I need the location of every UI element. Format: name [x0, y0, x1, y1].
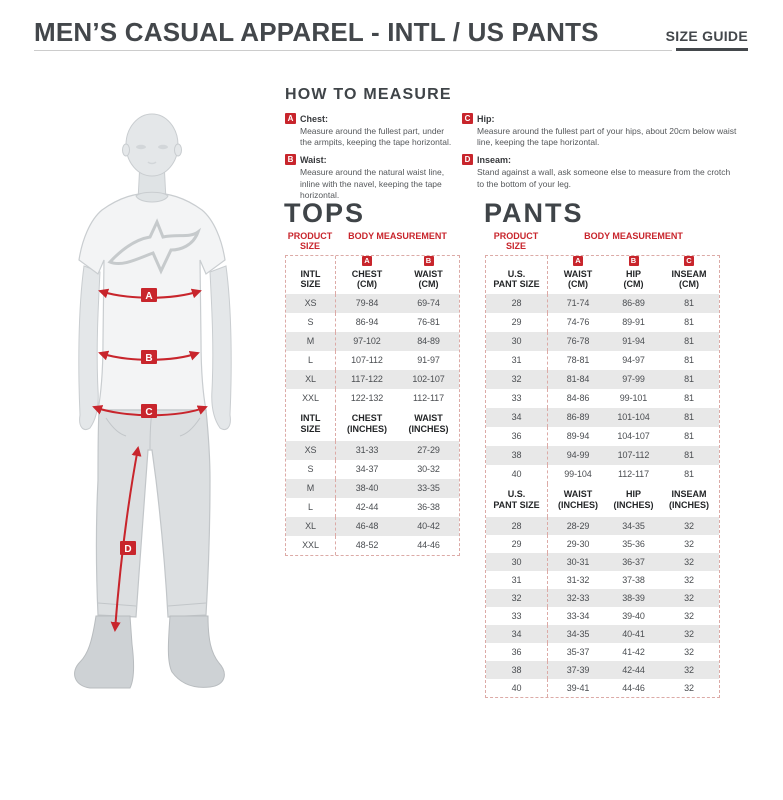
size-cell-value: 89-91	[622, 316, 645, 327]
size-row	[486, 389, 719, 408]
measure-letter-badge: A	[573, 256, 583, 266]
size-cell-label: S	[286, 460, 336, 479]
measure-item-head	[285, 113, 462, 124]
measure-letter-badge: B	[285, 154, 296, 165]
size-cell-label: 38	[486, 446, 548, 465]
size-row	[286, 294, 459, 313]
how-to-measure-section	[285, 86, 747, 201]
size-row	[486, 370, 719, 389]
size-row	[486, 589, 719, 607]
size-cell-value: 78-81	[566, 354, 590, 365]
size-cell-value: 38-40	[336, 479, 398, 498]
size-cell-value: 39-41	[566, 682, 590, 693]
size-cell-value: 94-97	[622, 354, 645, 365]
size-cell-value: 84-89	[398, 332, 459, 351]
size-cell-value: 91-97	[417, 354, 440, 365]
size-cell-value: 40-41	[608, 625, 659, 643]
measure-description: Measure around the fullest part of your hips, about 20cm below waist line, keeping the tape horizontal.	[477, 126, 737, 148]
size-cell-value: 38-39	[608, 589, 659, 607]
size-cell-value: 37-39	[548, 661, 608, 679]
page-title: MEN’S CASUAL APPAREL - INTL / US PANTS	[34, 17, 599, 47]
tops-section	[285, 200, 460, 556]
size-cell-label: 28	[486, 294, 548, 313]
size-cell-value: 81	[684, 354, 694, 365]
size-cell-value: 34-35	[608, 517, 659, 535]
column-header	[608, 256, 659, 294]
size-cell-value: 74-76	[566, 316, 590, 327]
size-cell-label: M	[286, 479, 336, 498]
size-cell-label: 32	[486, 589, 548, 607]
size-cell-value: 41-42	[622, 646, 645, 657]
size-row	[486, 294, 719, 313]
column-header-label: INSEAM (INCHES)	[669, 489, 709, 510]
measure-item-head	[462, 113, 747, 124]
size-cell-label: 30	[486, 553, 548, 571]
size-cell-value: 42-44	[355, 501, 379, 512]
size-cell-value: 39-40	[622, 610, 645, 621]
figure-marker-d: D	[124, 544, 132, 555]
figure-marker-b: B	[145, 353, 153, 364]
size-cell-value: 32	[659, 625, 719, 643]
size-row	[486, 625, 719, 643]
size-row	[286, 441, 459, 460]
size-cell-value: 32	[684, 574, 694, 585]
size-cell-value: 40-42	[398, 517, 459, 536]
size-cell-value: 32	[659, 553, 719, 571]
measure-letter-badge: A	[362, 256, 372, 266]
size-cell-value: 35-37	[566, 646, 590, 657]
size-row	[486, 553, 719, 571]
tops-group-headers	[285, 231, 460, 255]
size-cell-label: XS	[286, 294, 336, 313]
column-header	[548, 484, 608, 517]
size-cell-value: 33-35	[398, 479, 459, 498]
size-cell-label: 36	[486, 643, 548, 661]
size-row	[486, 408, 719, 427]
size-cell-label: 33	[486, 607, 548, 625]
size-row	[486, 661, 719, 679]
inches-header-row	[486, 484, 719, 517]
size-cell-value: 91-94	[608, 332, 659, 351]
size-cell-value: 101-104	[608, 408, 659, 427]
size-row	[486, 427, 719, 446]
figure-shoes	[75, 616, 225, 688]
column-header	[548, 256, 608, 294]
figure-marker-a: A	[145, 291, 153, 302]
size-cell-value: 48-52	[355, 539, 379, 550]
measure-label: Inseam:	[477, 154, 512, 165]
product-size-header: PRODUCT SIZE	[287, 231, 333, 252]
figure-marker-c: C	[145, 407, 153, 418]
body-measurement-header: BODY MEASUREMENT	[348, 231, 447, 241]
size-cell-value: 107-112	[608, 446, 659, 465]
size-cell-value: 102-107	[398, 370, 459, 389]
measure-description: Stand against a wall, ask someone else to measure from the crotch to the bottom of your leg.	[477, 167, 731, 189]
size-cell-value: 33-34	[566, 610, 590, 621]
how-to-measure-title: HOW TO MEASURE	[285, 86, 452, 103]
header-divider	[34, 50, 672, 51]
size-cell-value: 28-29	[548, 517, 608, 535]
measure-letter-badge: B	[424, 256, 434, 266]
size-cell-value: 69-74	[398, 294, 459, 313]
pants-section	[485, 200, 720, 698]
size-cell-label: 31	[486, 571, 548, 589]
size-cell-value: 30-32	[417, 463, 440, 474]
size-row	[286, 332, 459, 351]
size-cell-value: 44-46	[622, 682, 645, 693]
size-row	[486, 313, 719, 332]
pants-group-headers	[485, 231, 720, 255]
size-row	[486, 643, 719, 661]
column-header	[286, 408, 336, 441]
pants-table	[485, 255, 720, 698]
size-row	[486, 679, 719, 697]
size-cell-value: 86-89	[548, 408, 608, 427]
size-cell-label: 36	[486, 427, 548, 446]
size-table-section-inches	[286, 408, 459, 555]
size-cell-value: 42-44	[608, 661, 659, 679]
size-cell-value: 81	[659, 370, 719, 389]
column-header	[486, 256, 548, 294]
size-row	[486, 446, 719, 465]
size-cell-value: 97-102	[336, 332, 398, 351]
figure-pants	[97, 410, 211, 617]
size-cell-value: 81	[659, 446, 719, 465]
size-row	[286, 517, 459, 536]
column-header-label: HIP (CM)	[623, 269, 644, 290]
size-cell-value: 79-84	[336, 294, 398, 313]
size-cell-label: XXL	[286, 389, 336, 408]
size-cell-label: XS	[286, 441, 336, 460]
size-row	[286, 479, 459, 498]
size-row	[286, 370, 459, 389]
size-cell-label: 28	[486, 517, 548, 535]
size-cell-label: XXL	[286, 536, 336, 555]
tops-title: TOPS	[284, 198, 366, 228]
size-cell-value: 112-117	[618, 468, 649, 479]
column-header-label: WAIST (CM)	[414, 269, 443, 290]
size-cell-value: 27-29	[398, 441, 459, 460]
size-cell-label: 40	[486, 679, 548, 697]
measure-label: Chest:	[300, 113, 329, 124]
measure-letter-badge: C	[684, 256, 694, 266]
size-row	[486, 607, 719, 625]
size-cell-label: 34	[486, 408, 548, 427]
body-measurement-header: BODY MEASUREMENT	[584, 231, 683, 241]
size-cell-value: 97-99	[608, 370, 659, 389]
figure-head	[123, 114, 182, 200]
size-cell-value: 34-37	[355, 463, 379, 474]
measure-letter-badge: B	[629, 256, 639, 266]
size-cell-label: 29	[486, 313, 548, 332]
size-cell-value: 34-35	[548, 625, 608, 643]
size-cell-value: 76-78	[548, 332, 608, 351]
size-cell-value: 32	[684, 646, 694, 657]
size-cell-value: 81	[684, 468, 694, 479]
size-cell-value: 76-81	[417, 316, 440, 327]
pants-title: PANTS	[484, 198, 584, 228]
measure-description: Measure around the natural waist line, inline with the navel, keeping the tape horizontal.	[300, 167, 445, 200]
column-header-label: WAIST (INCHES)	[558, 489, 598, 510]
column-header	[486, 484, 548, 517]
inches-header-row	[286, 408, 459, 441]
measure-description: Measure around the fullest part, under the armpits, keeping the tape horizontal.	[300, 126, 452, 148]
size-cell-value: 81	[659, 332, 719, 351]
size-cell-label: 32	[486, 370, 548, 389]
size-cell-value: 32	[659, 517, 719, 535]
size-cell-value: 71-74	[548, 294, 608, 313]
size-table-section-inches	[486, 484, 719, 697]
measure-item-head	[285, 154, 462, 165]
column-header-label: WAIST (CM)	[563, 269, 593, 290]
column-header	[286, 256, 336, 294]
size-cell-label: L	[286, 351, 336, 370]
column-header-label: U.S. PANT SIZE	[493, 489, 540, 510]
size-cell-value: 36-37	[608, 553, 659, 571]
size-cell-label: S	[286, 313, 336, 332]
size-cell-value: 35-36	[622, 538, 645, 549]
measure-item	[285, 113, 462, 148]
size-cell-value: 84-86	[566, 392, 590, 403]
measure-item	[285, 154, 462, 201]
size-cell-value: 44-46	[417, 539, 440, 550]
size-cell-value: 32-33	[548, 589, 608, 607]
size-cell-label: XL	[286, 517, 336, 536]
measure-label: Hip:	[477, 113, 495, 124]
column-header-label: WAIST (INCHES)	[408, 413, 449, 434]
size-cell-value: 112-117	[413, 392, 444, 403]
size-cell-value: 86-89	[608, 294, 659, 313]
size-cell-value: 32	[659, 661, 719, 679]
size-cell-label: 30	[486, 332, 548, 351]
size-row	[286, 351, 459, 370]
size-table-section-cm	[486, 256, 719, 484]
size-cell-label: M	[286, 332, 336, 351]
measure-letter-badge: A	[285, 113, 296, 124]
cm-header-row	[286, 256, 459, 294]
size-cell-value: 32	[684, 682, 694, 693]
column-header-label: INSEAM (CM)	[671, 269, 707, 290]
column-header	[659, 256, 719, 294]
size-row	[486, 351, 719, 370]
column-header-label: CHEST (INCHES)	[347, 413, 387, 434]
size-cell-value: 86-94	[355, 316, 379, 327]
size-cell-value: 94-99	[548, 446, 608, 465]
size-cell-value: 30-31	[548, 553, 608, 571]
size-cell-value: 32	[684, 538, 694, 549]
size-cell-value: 81	[659, 294, 719, 313]
measure-letter-badge: C	[462, 113, 473, 124]
size-cell-value: 46-48	[336, 517, 398, 536]
size-row	[286, 460, 459, 479]
size-cell-label: XL	[286, 370, 336, 389]
measure-letter-badge: D	[462, 154, 473, 165]
size-cell-label: L	[286, 498, 336, 517]
size-cell-value: 117-122	[336, 370, 398, 389]
measure-item	[462, 154, 747, 201]
size-row	[286, 498, 459, 517]
size-cell-label: 33	[486, 389, 548, 408]
size-guide-underline	[676, 48, 748, 51]
column-header	[336, 408, 398, 441]
size-cell-value: 99-101	[619, 392, 648, 403]
size-row	[486, 535, 719, 553]
size-row	[486, 571, 719, 589]
size-cell-value: 99-104	[564, 468, 592, 479]
measurement-figure-illustration	[40, 100, 270, 710]
column-header-label: INTL SIZE	[300, 413, 321, 434]
column-header	[398, 256, 459, 294]
size-cell-value: 81	[684, 392, 694, 403]
size-cell-value: 122-132	[350, 392, 384, 403]
column-header	[336, 256, 398, 294]
size-cell-label: 31	[486, 351, 548, 370]
size-table-section-cm	[286, 256, 459, 408]
measure-item-head	[462, 154, 747, 165]
size-cell-value: 81-84	[548, 370, 608, 389]
size-cell-label: 29	[486, 535, 548, 553]
measure-label: Waist:	[300, 154, 327, 165]
size-cell-value: 31-33	[336, 441, 398, 460]
size-cell-value: 36-38	[417, 501, 440, 512]
size-cell-value: 89-94	[566, 430, 590, 441]
size-guide-tab[interactable]: SIZE GUIDE	[665, 28, 748, 44]
size-cell-value: 31-32	[566, 574, 590, 585]
column-header	[398, 408, 459, 441]
size-cell-value: 81	[684, 430, 694, 441]
size-cell-label: 38	[486, 661, 548, 679]
size-row	[486, 332, 719, 351]
size-cell-label: 40	[486, 465, 548, 484]
size-cell-value: 81	[684, 316, 694, 327]
size-row	[486, 517, 719, 535]
size-cell-value: 107-112	[351, 354, 383, 365]
column-header	[659, 484, 719, 517]
size-cell-value: 81	[659, 408, 719, 427]
how-to-measure-items	[285, 113, 747, 201]
size-row	[286, 313, 459, 332]
column-header-label: HIP (INCHES)	[613, 489, 654, 510]
product-size-header: PRODUCT SIZE	[493, 231, 539, 252]
size-row	[286, 389, 459, 408]
size-cell-value: 104-107	[617, 430, 650, 441]
size-cell-label: 34	[486, 625, 548, 643]
tops-table	[285, 255, 460, 556]
size-row	[286, 536, 459, 555]
column-header-label: U.S. PANT SIZE	[493, 269, 540, 290]
cm-header-row	[486, 256, 719, 294]
size-cell-value: 37-38	[622, 574, 645, 585]
size-cell-value: 29-30	[566, 538, 590, 549]
size-cell-value: 32	[659, 589, 719, 607]
size-cell-value: 32	[684, 610, 694, 621]
size-row	[486, 465, 719, 484]
column-header-label: CHEST (CM)	[351, 269, 383, 290]
measure-item	[462, 113, 747, 148]
column-header-label: INTL SIZE	[300, 269, 321, 290]
column-header	[608, 484, 659, 517]
